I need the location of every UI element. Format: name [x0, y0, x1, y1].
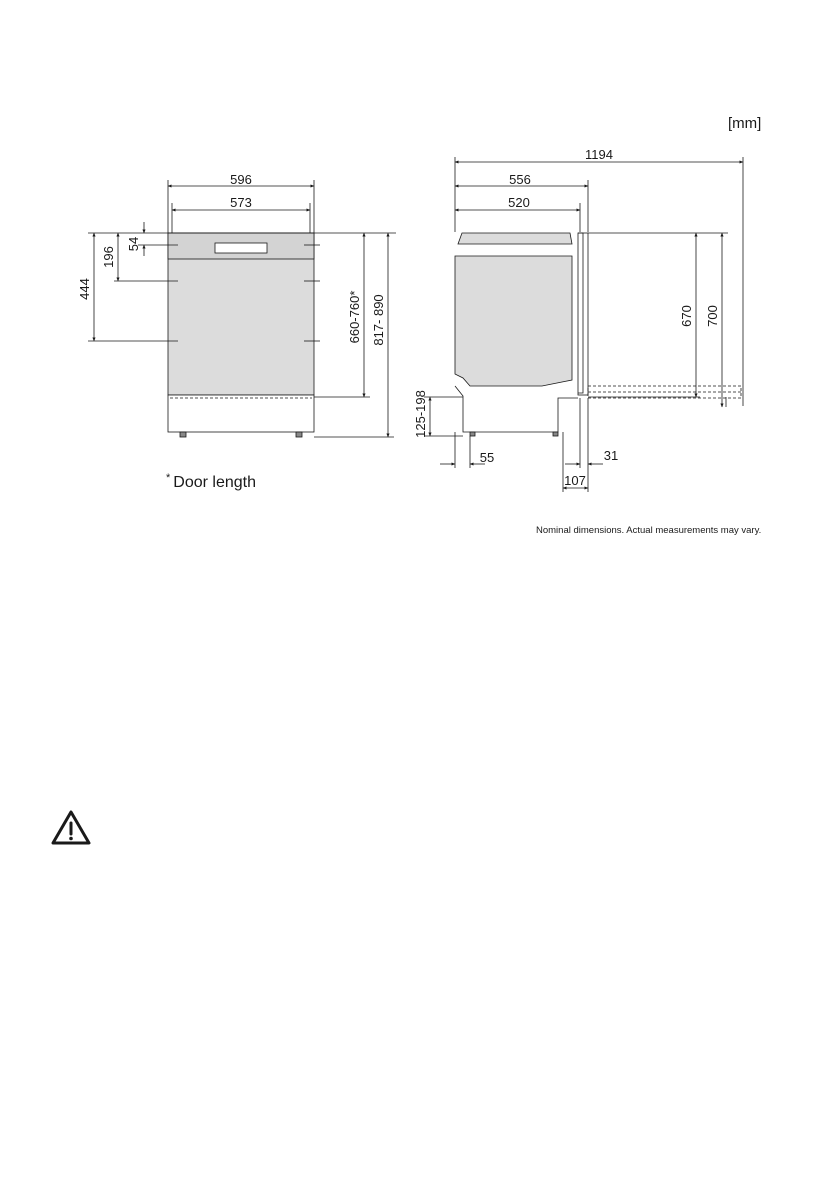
dim-520: 520: [508, 195, 530, 210]
front-foot-right: [296, 432, 302, 437]
dim-596: 596: [230, 172, 252, 187]
dim-31: 31: [603, 448, 619, 463]
footnote: [166, 472, 256, 492]
display-window: [215, 243, 267, 253]
footnote-marker: *: [166, 472, 171, 484]
dim-107: 107: [564, 473, 586, 488]
side-foot-left: [470, 432, 475, 436]
dim-670: 670: [679, 305, 694, 327]
base-outline: [455, 386, 578, 432]
dim-54: 54: [126, 236, 141, 252]
dim-1194: 1194: [585, 147, 613, 162]
dim-444: 444: [77, 278, 92, 300]
worktop: [458, 233, 572, 244]
dim-573: 573: [230, 195, 252, 210]
warning-triangle-icon: [49, 808, 93, 848]
front-foot-left: [180, 432, 186, 437]
dim-556: 556: [509, 172, 531, 187]
footnote-text: Door length: [173, 474, 256, 491]
side-view: [424, 157, 743, 492]
side-foot-right: [553, 432, 558, 436]
disclaimer: Nominal dimensions. Actual measurements may vary.: [536, 525, 762, 536]
dim-700: 700: [705, 305, 720, 327]
plinth: [168, 395, 314, 432]
dim-door-length: 660-760*: [347, 290, 362, 344]
dim-196: 196: [101, 246, 116, 268]
cabinet-body: [455, 256, 572, 386]
dim-plinth-height: 125-198: [413, 390, 428, 438]
dim-total-height: 817- 890: [371, 294, 386, 346]
unit-label: [mm]: [728, 115, 762, 132]
dim-55: 55: [479, 450, 495, 465]
